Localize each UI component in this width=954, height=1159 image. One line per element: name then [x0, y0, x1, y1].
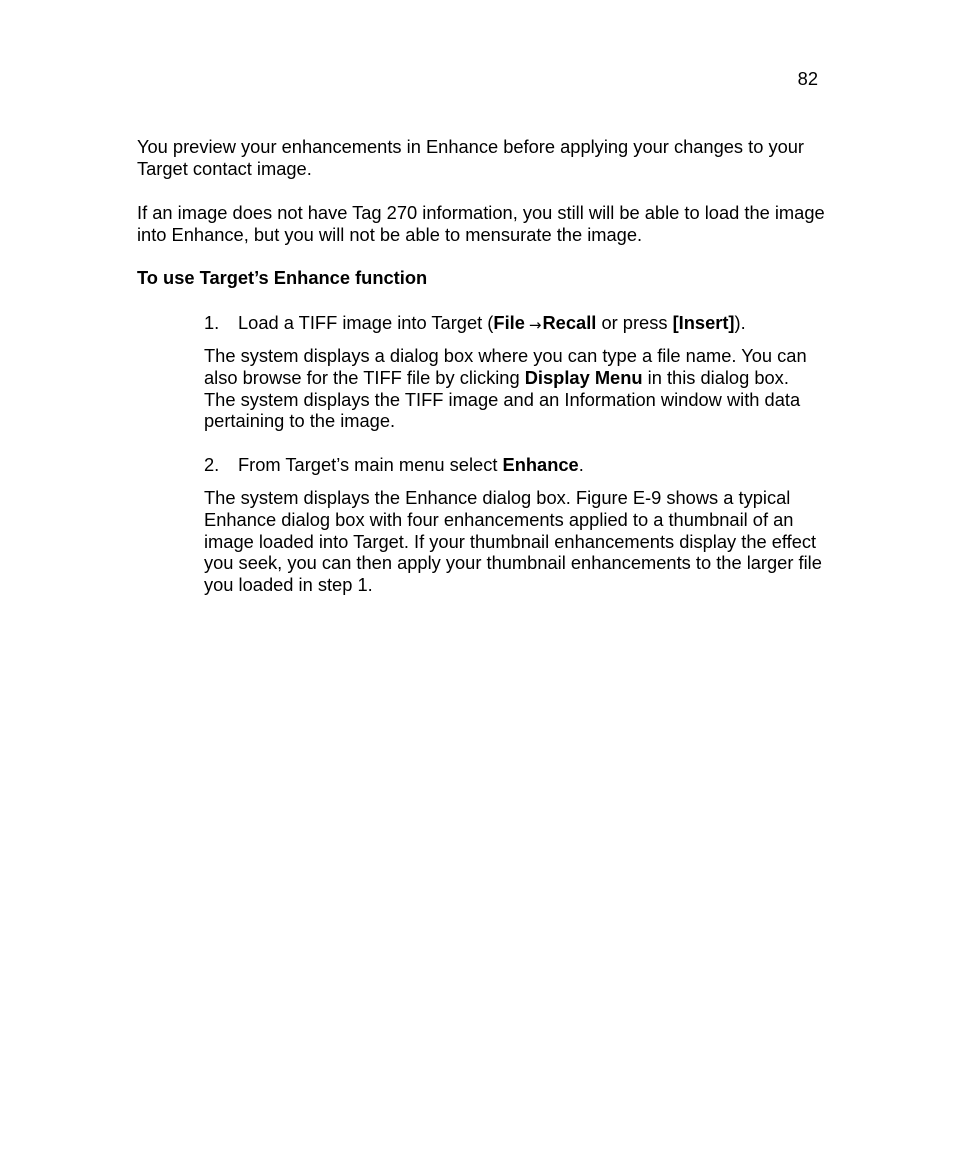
step-2-description: The system displays the Enhance dialog box. Figure E-9 shows a typical Enhance dialog box with four enhancements applied to a thumbnail of an image loaded into Target. If your thumbnail enhancements display the effect you seek, you can then apply your thumbnail enhancements to the larger file you loaded in step 1.	[204, 487, 822, 596]
step-2	[204, 454, 824, 476]
key-insert: [Insert]	[672, 312, 735, 333]
step-2-text-before: From Target’s main menu select	[238, 454, 503, 475]
menu-enhance: Enhance	[502, 454, 579, 475]
step-1	[204, 312, 824, 336]
step-1-text-after: ).	[734, 312, 746, 333]
display-menu-label: Display Menu	[524, 366, 643, 388]
menu-file: File	[493, 312, 525, 333]
step-1-text-mid: or press	[596, 312, 673, 333]
arrow-right-icon: →	[528, 316, 542, 334]
step-1-text-before: Load a TIFF image into Target (	[238, 312, 494, 333]
intro-paragraph: You preview your enhancements in Enhance before applying your changes to your Target contact image.	[137, 136, 805, 179]
step-1-number: 1.	[204, 312, 220, 333]
step-2-number: 2.	[204, 454, 220, 475]
step-1-description-after: in this dialog box. The system displays the TIFF image and an Information window with data pertaining to the image.	[204, 366, 801, 432]
step-1-description-before: The system displays a dialog box where you can type a file name. You can also browse for the TIFF file by clicking	[204, 345, 807, 388]
section-heading: To use Target’s Enhance function	[137, 267, 428, 288]
page-number: 82	[797, 68, 818, 89]
step-1-description	[204, 345, 824, 432]
menu-recall: Recall	[542, 312, 597, 333]
step-2-text-after: .	[578, 454, 584, 475]
tag-270-paragraph: If an image does not have Tag 270 information, you still will be able to load the image into Enhance, but you will not be able to mensurate the image.	[137, 202, 825, 245]
